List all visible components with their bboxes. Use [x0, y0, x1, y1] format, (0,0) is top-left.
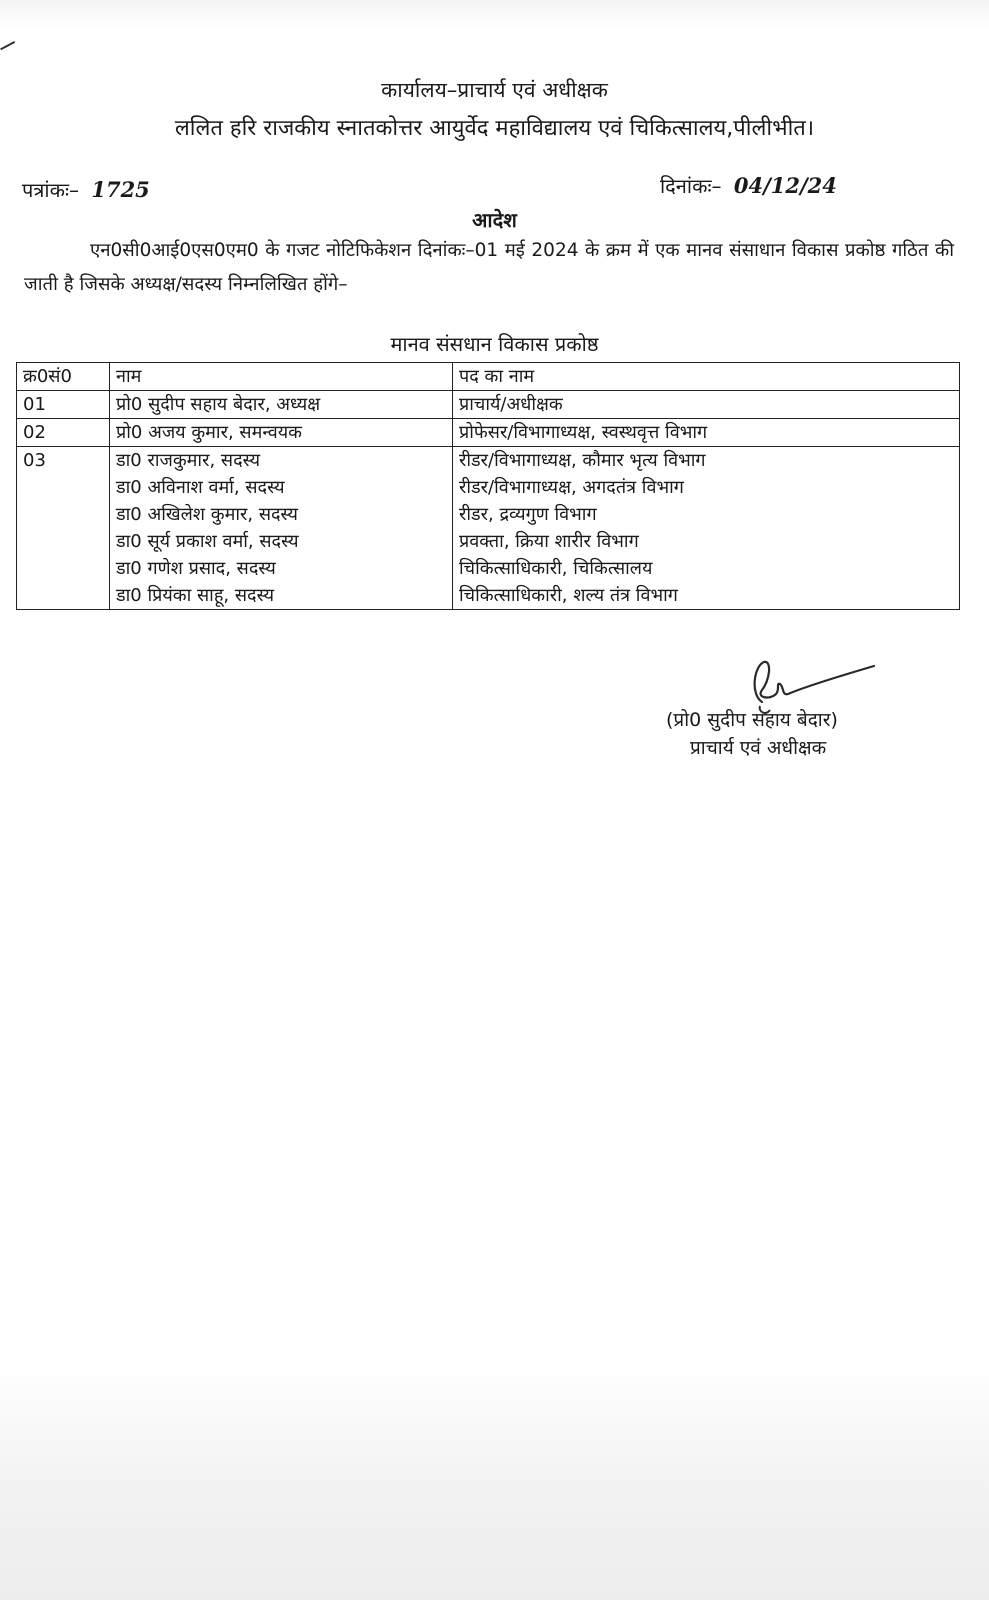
row-serial: 03: [17, 447, 110, 475]
table-row: [17, 419, 960, 447]
member-name: प्रो0 सुदीप सहाय बेदार, अध्यक्ष: [110, 391, 453, 419]
reference-number: 1725: [91, 177, 150, 202]
signatory-designation: प्राचार्य एवं अधीक्षक: [690, 737, 827, 759]
corner-pen-mark: [0, 41, 20, 59]
institution-heading: ललित हरि राजकीय स्नातकोत्तर आयुर्वेद महाविद्यालय एवं चिकित्सालय,पीलीभीत।: [174, 116, 815, 141]
member-designation: रीडर/विभागाध्यक्ष, कौमार भृत्य विभाग: [453, 447, 960, 475]
table-row: [17, 474, 960, 501]
reference-label: पत्रांकः–: [22, 178, 79, 202]
order-title: आदेश: [472, 208, 517, 232]
row-serial-empty: [17, 474, 110, 501]
row-serial-empty: [17, 555, 110, 582]
table-title: मानव संसधान विकास प्रकोष्ठ: [390, 332, 599, 356]
row-serial-empty: [17, 501, 110, 528]
office-heading: कार्यालय–प्राचार्य एवं अधीक्षक: [381, 78, 608, 102]
member-designation: प्रोफेसर/विभागाध्यक्ष, स्वस्थवृत्त विभाग: [453, 419, 960, 447]
table-row: [17, 501, 960, 528]
member-designation: रीडर, द्रव्यगुण विभाग: [453, 501, 960, 528]
table-row: [17, 582, 960, 610]
member-designation: रीडर/विभागाध्यक्ष, अगदतंत्र विभाग: [453, 474, 960, 501]
date-line: [660, 172, 837, 199]
table-row: [17, 391, 960, 419]
member-designation: चिकित्साधिकारी, चिकित्सालय: [453, 555, 960, 582]
member-name: प्रो0 अजय कुमार, समन्वयक: [110, 419, 453, 447]
reference-line: [22, 176, 150, 203]
order-body-text: एन0सी0आई0एस0एम0 के गजट नोटिफिकेशन दिनांकः–01 मई 2024 के क्रम में एक मानव संसाधान विकास प्रकोष्ठ गठित की जाती है जिसके अध्यक्ष/सदस्य निम्नलिखित होंगे–: [24, 240, 954, 295]
member-name: डा0 अखिलेश कुमार, सदस्य: [110, 501, 453, 528]
row-serial-empty: [17, 582, 110, 610]
header-name: नाम: [110, 363, 453, 391]
signatory-name: (प्रो0 सुदीप सहाय बेदार): [666, 709, 838, 731]
table-row: [17, 555, 960, 582]
member-name: डा0 प्रियंका साहू, सदस्य: [110, 582, 453, 610]
header-designation: पद का नाम: [453, 363, 960, 391]
member-designation: प्रवक्ता, क्रिया शारीर विभाग: [453, 528, 960, 555]
member-name: डा0 सूर्य प्रकाश वर्मा, सदस्य: [110, 528, 453, 555]
table-row: [17, 528, 960, 555]
header-serial: क्र0सं0: [17, 363, 110, 391]
member-name: डा0 राजकुमार, सदस्य: [110, 447, 453, 475]
members-table: [16, 362, 960, 610]
member-name: डा0 गणेश प्रसाद, सदस्य: [110, 555, 453, 582]
table-row: [17, 447, 960, 475]
row-serial-empty: [17, 528, 110, 555]
date-label: दिनांकः–: [660, 174, 722, 198]
table-header-row: [17, 363, 960, 391]
member-designation: चिकित्साधिकारी, शल्य तंत्र विभाग: [453, 582, 960, 610]
date-value: 04/12/24: [733, 173, 837, 198]
row-serial: 01: [17, 391, 110, 419]
member-name: डा0 अविनाश वर्मा, सदस्य: [110, 474, 453, 501]
member-designation: प्राचार्य/अधीक्षक: [453, 391, 960, 419]
row-serial: 02: [17, 419, 110, 447]
